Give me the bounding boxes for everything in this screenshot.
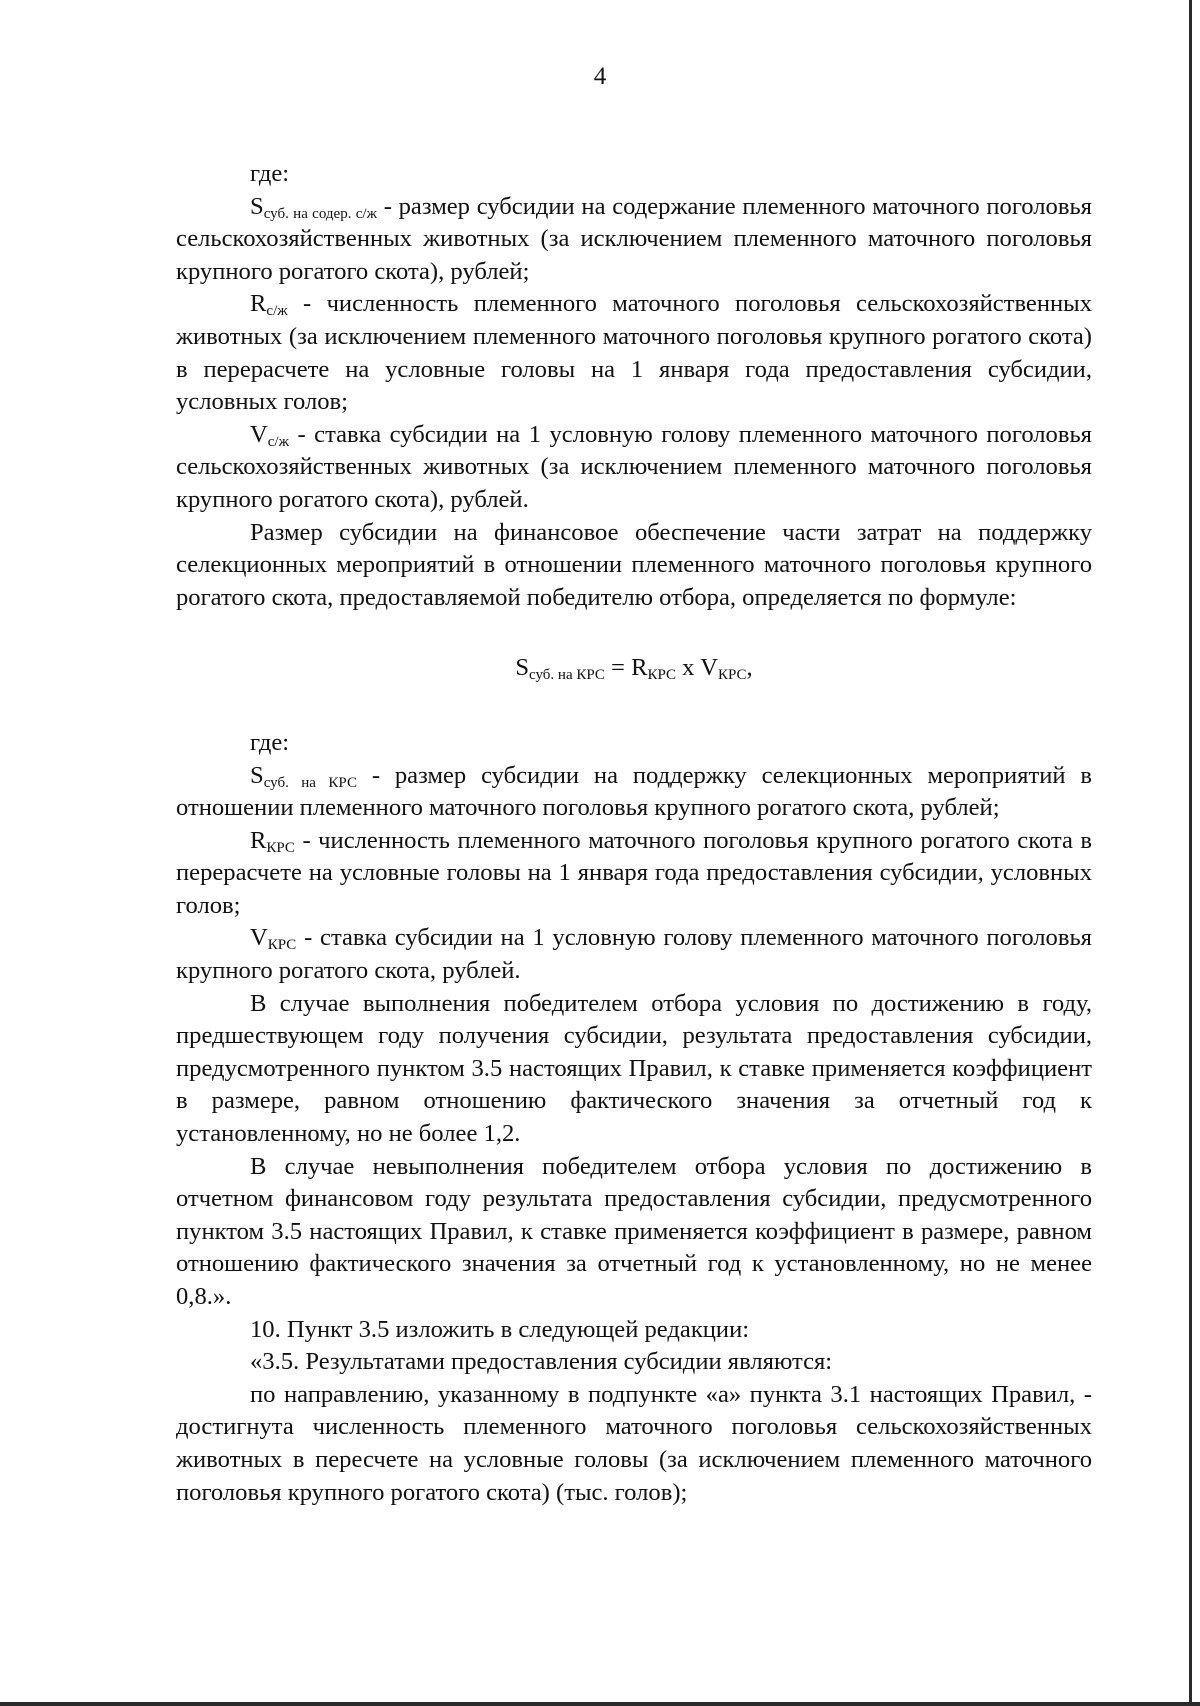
definition-r-krs xyxy=(176,825,1092,923)
symbol-subscript: с/ж xyxy=(267,433,289,450)
symbol: V xyxy=(250,924,268,952)
formula-v-subscript: КРС xyxy=(717,667,747,684)
symbol-subscript: суб. на содер. с/ж xyxy=(263,205,377,222)
symbol: V xyxy=(250,420,268,448)
definition-text: - численность племенного маточного поголовья крупного рогатого скота в перерасчете на условные головы на 1 января года предоставления субсидии, условных голов; xyxy=(176,826,1092,919)
definition-text: - ставка субсидии на 1 условную голову племенного маточного поголовья крупного рогатого скота, рублей. xyxy=(176,924,1092,985)
formula-s: S xyxy=(515,654,530,682)
symbol: S xyxy=(250,192,264,220)
symbol-subscript: КРС xyxy=(267,937,297,954)
formula-v: V xyxy=(700,654,718,682)
definition-s-subsidy-krs xyxy=(176,760,1092,825)
symbol-subscript: с/ж xyxy=(266,303,288,320)
formula-r: R xyxy=(631,654,648,682)
symbol: R xyxy=(250,290,267,318)
scan-bottom-edge xyxy=(0,1702,1200,1706)
definition-text: - размер субсидии на поддержку селекционных мероприятий в отношении племенного маточного поголовья крупного рогатого скота, рублей; xyxy=(176,761,1092,822)
definition-v-krs xyxy=(176,922,1092,987)
paragraph-coefficient-min: В случае невыполнения победителем отбора условия по достижению в отчетном финансовом году результата предоставления субсидии, предусмотренного пунктом 3.5 настоящих Правил, к ставке применяется коэффициент в размере, равном отношению фактического значения за отчетный год к установленному, но не менее 0,8.». xyxy=(176,1152,1092,1310)
definition-v-livestock xyxy=(176,419,1092,517)
paragraph-where-2: где: xyxy=(250,728,290,756)
scan-right-edge xyxy=(1189,0,1192,1706)
page-number: 4 xyxy=(593,63,607,90)
definition-r-livestock xyxy=(176,288,1092,418)
definition-text: - численность племенного маточного поголовья сельскохозяйственных животных (за исключением племенного маточного поголовья крупного рогатого скота) в перерасчете на условные головы на 1 января года предоставления субсидии, условных голов; xyxy=(176,290,1092,416)
definition-s-subsidy-maintenance xyxy=(176,191,1092,289)
symbol: R xyxy=(250,826,267,854)
paragraph-subsidy-formula-intro: Размер субсидии на финансовое обеспечение части затрат на поддержку селекционных мероприятий в отношении племенного маточного поголовья крупного рогатого скота, предоставляемой победителю отбора, определяется по формуле: xyxy=(176,518,1092,611)
paragraph-where-1: где: xyxy=(250,160,290,187)
paragraph-item-10: 10. Пункт 3.5 изложить в следующей редакции: xyxy=(250,1315,750,1343)
formula-krs xyxy=(176,652,1092,685)
formula-r-subscript: КРС xyxy=(647,667,677,684)
symbol: S xyxy=(250,761,264,789)
symbol-subscript: КРС xyxy=(266,839,295,856)
paragraph-direction-a: по направлению, указанному в подпункте «а» пункта 3.1 настоящих Правил, - достигнута численность племенного маточного поголовья сельскохозяйственных животных в пересчете на условные головы (за исключением племенного маточного поголовья крупного рогатого скота) (тыс. голов); xyxy=(176,1380,1092,1506)
definition-text: - ставка субсидии на 1 условную голову племенного маточного поголовья сельскохозяйственных животных (за исключением племенного маточного поголовья крупного рогатого скота), рублей. xyxy=(176,420,1092,513)
formula-times: x xyxy=(676,654,701,682)
definition-text: - размер субсидии на содержание племенного маточного поголовья сельскохозяйственных животных (за исключением племенного маточного поголовья крупного рогатого скота), рублей; xyxy=(176,192,1092,285)
paragraph-item-3-5: «3.5. Результатами предоставления субсидии являются: xyxy=(250,1348,833,1376)
paragraph-coefficient-max: В случае выполнения победителем отбора условия по достижению в году, предшествующем году получения субсидии, результата предоставления субсидии, предусмотренного пунктом 3.5 настоящих Правил, к ставке применяется коэффициент в размере, равном отношению фактического значения за отчетный год к установленному, но не более 1,2. xyxy=(176,989,1092,1148)
document-body xyxy=(176,158,1092,1509)
formula-equals: = xyxy=(604,654,632,682)
formula-s-subscript: суб. на КРС xyxy=(529,667,605,684)
formula-end: , xyxy=(746,654,753,682)
symbol-subscript: суб. на КРС xyxy=(263,774,357,791)
